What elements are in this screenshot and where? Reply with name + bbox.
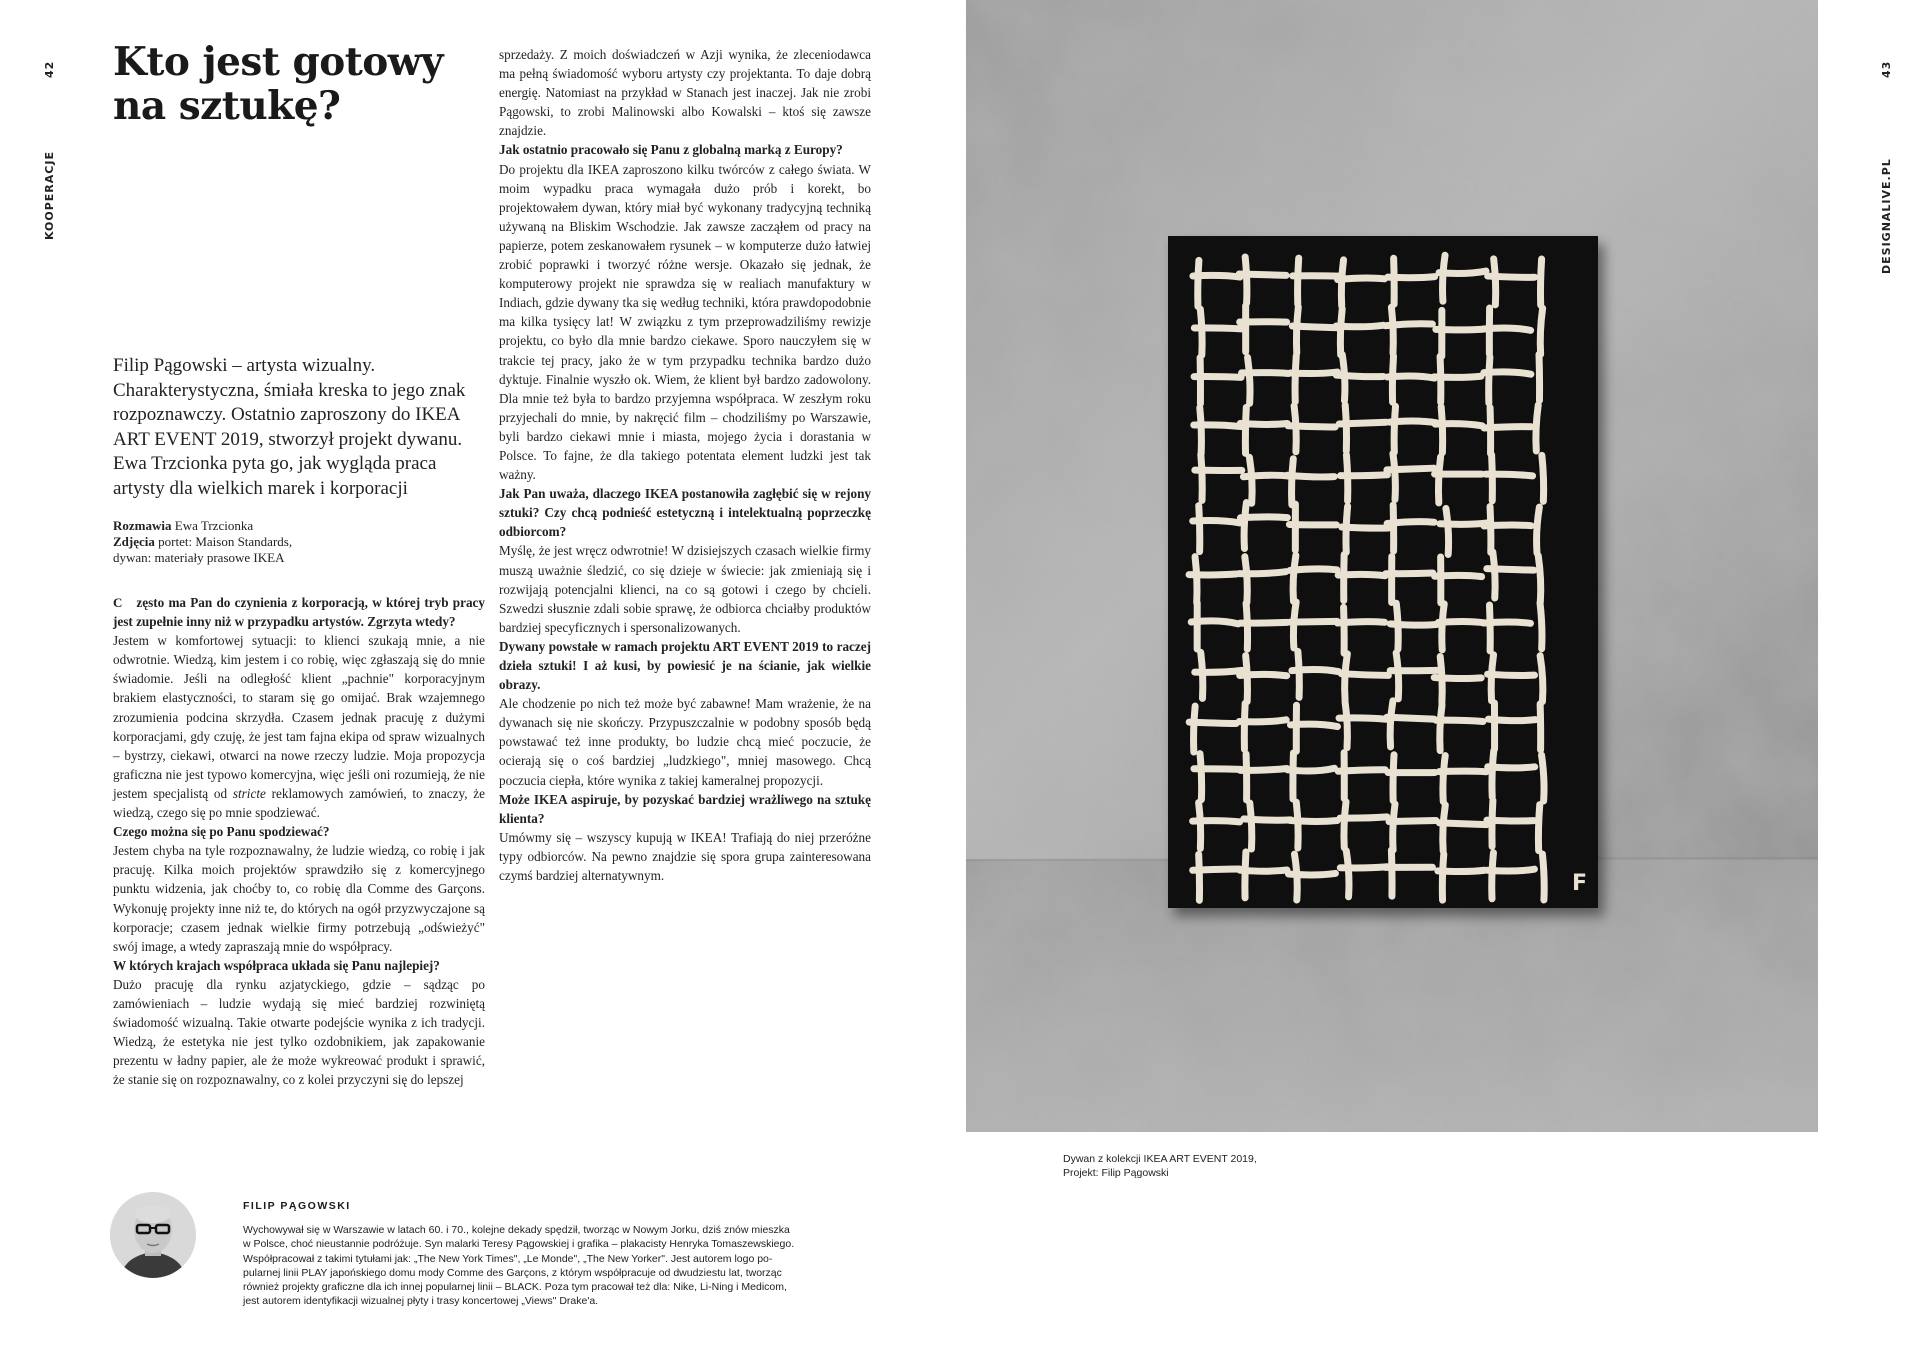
rug-stitch <box>1245 852 1246 898</box>
photo-credit-line-2: dywan: materiały prasowe IKEA <box>113 550 285 565</box>
rug-stitch <box>1488 674 1535 675</box>
rug-stitch <box>1440 523 1487 524</box>
rug-stitch <box>1488 276 1535 277</box>
rug-stitch <box>1540 603 1542 649</box>
rug-stitch <box>1394 406 1395 452</box>
rug-stitch <box>1435 424 1482 426</box>
answer-7: Umówmy się – wszyscy kupują w IKEA! Trafiają do niej przeróżne typy odbiorców. Na pewno znajdzie się spora grupa zainteresowana czymś bardziej alternatywnym. <box>499 829 871 884</box>
rug-stitch <box>1239 720 1286 722</box>
rug-stitch <box>1346 851 1349 897</box>
rug-stitch <box>1492 751 1494 797</box>
rug-stitch <box>1435 575 1482 576</box>
answer-1-italic: stricte <box>232 785 266 801</box>
photo-caption <box>1063 1152 1257 1180</box>
bio-line: jest autorem identyfikacji wizualnej płyty i trasy koncertowej „Views" Drake'a. <box>243 1295 599 1308</box>
rug-stitch <box>1442 604 1444 650</box>
rug-stitch <box>1198 260 1199 306</box>
rug-stitch <box>1240 517 1287 518</box>
author-portrait <box>110 1192 196 1278</box>
rug-stitch <box>1483 622 1530 623</box>
answer-5: Myślę, że jest wręcz odwrotnie! W dzisiejszych czasach wielkie firmy muszą uważnie śledzić, co się dzieje w świecie: jak zmieniają się i rozwijają potencjalni klienci, na co są gotowi i czego by chcieli. Szwedzi słusznie zdali sobie sprawę, że odbiorca chciałby produktów bardziej specyficznych i spersonalizowanych. <box>499 543 871 635</box>
rug-stitch <box>1290 621 1337 622</box>
rug-stitch <box>1387 522 1434 524</box>
answer-3: Dużo pracuję dla rynku azjatyckiego, gdzie – sądząc po zamówieniach – ludzie wydają się mieć bardziej rozwiniętą świadomość wizualną. Takie otwarte podejście wynika z ich tradycji. Wiedzą, że estetyka nie jest tylko ozdobnikiem, jak zapakowanie prezentu w ładny papier, ale że może wykreować produkt i sprawić, że stanie się on rozpoznawalny, co z kolei przyczyni się do lepszej <box>113 976 485 1088</box>
rug-stitch <box>1538 556 1540 602</box>
rug-stitch <box>1288 873 1335 875</box>
rug-stitch <box>1338 574 1385 575</box>
rug-stitch <box>1239 572 1286 574</box>
rug-stitch <box>1390 701 1393 747</box>
rug-stitch <box>1443 756 1445 802</box>
rug-stitch <box>1385 324 1432 326</box>
rug-stitch <box>1484 427 1531 428</box>
bio-line: Współpracował z takimi tytułami jak: „The New York Times", „Le Monde", „The New Yorker". Jest autorem logo po- <box>243 1252 773 1265</box>
rug-stitch <box>1240 622 1287 623</box>
photo-credit-line-1: portet: Maison Standards, <box>158 534 293 549</box>
rug-stitch <box>1492 455 1493 501</box>
rug-stitch <box>1388 376 1435 378</box>
rug-stitch <box>1290 569 1337 571</box>
rug-stitch <box>1296 802 1298 848</box>
bio-line: Wychowywał się w Warszawie w latach 60. i 70., kolejne dekady spędził, tworząc w Nowym Jorku, dziś znów mieszka <box>243 1224 790 1236</box>
rug-stitch <box>1340 475 1387 476</box>
rug-stitch <box>1250 803 1252 849</box>
rug-stitch <box>1488 719 1535 721</box>
article-column-1 <box>113 593 485 1089</box>
rug-stitch <box>1193 275 1240 277</box>
rug-stitch <box>1490 506 1491 552</box>
answer-1-part-1: Jestem w komfortowej sytuacji: to klienci szukają mnie, a nie odwrotnie. Wiedzą, kim jestem i co robię, więc zgłaszają się do mnie świadomie. Jeśli na odległość klient „pachnie" korporacyjnym brakiem elastyczności, to staram się go omijać. Brak wzajemnego zrozumienia podcina skrzydła. Czasem jednak pracuję z dużymi korporacjami, gdy czuję, że jest tam fajna ekipa od spraw wizualnych – bystrzy, ciekawi, otwarci na nowe rzeczy ludzie. Moja propozycja graficzna nie jest typowo komercyjna, więc jeśli oni rozumieją, że nie jestem specjalistą od <box>113 633 485 801</box>
rug-stitch <box>1344 802 1346 848</box>
rug-stitch <box>1193 869 1240 870</box>
rug-stitch <box>1393 804 1395 850</box>
rug-stitch <box>1439 271 1486 273</box>
rug-stitch <box>1390 421 1437 423</box>
rug-stitch <box>1338 770 1385 771</box>
rug-stitch <box>1292 326 1339 328</box>
rug-stitch <box>1446 508 1449 554</box>
rug-stitch <box>1243 475 1290 477</box>
rug-stitch <box>1391 307 1393 353</box>
rug-stitch <box>1540 656 1543 702</box>
rug-stitch <box>1199 803 1201 849</box>
left-page-number: 42 <box>43 60 56 78</box>
interview-name: Ewa Trzcionka <box>174 518 254 533</box>
rug-stitch <box>1396 653 1399 699</box>
rug-stitch <box>1296 307 1298 353</box>
rug-stitch <box>1240 674 1287 675</box>
question-1-text: zęsto ma Pan do czynienia z korporacją, w której tryb pracy jest zupełnie inny niż w przypadku artystów. Zgrzyta wtedy? <box>113 595 485 630</box>
rug-stitch <box>1536 405 1538 451</box>
rug-stitch <box>1439 823 1486 825</box>
rug-stitch <box>1436 329 1483 330</box>
rug-stitch <box>1245 407 1246 453</box>
question-6: Dywany powstałe w ramach projektu ART EVENT 2019 to raczej dzieła sztuki! I aż kusi, by powiesić je na ścianie, jak wielkie obrazy. <box>499 638 871 693</box>
rug-stitch <box>1199 506 1200 552</box>
question-4: Jak ostatnio pracowało się Panu z globalną marką z Europy? <box>499 142 843 158</box>
rug-stitch <box>1240 423 1287 424</box>
caption-line-2: Projekt: Filip Pągowski <box>1063 1167 1169 1179</box>
rug-stitch <box>1443 805 1446 851</box>
rug-stitch <box>1287 475 1334 477</box>
rug-stitch <box>1293 555 1296 601</box>
rug-stitch <box>1194 425 1241 427</box>
rug-stitch <box>1341 260 1343 306</box>
rug-stitch <box>1290 724 1337 726</box>
caption-line-1: Dywan z kolekcji IKEA ART EVENT 2019, <box>1063 1153 1257 1165</box>
rug-stitch <box>1342 527 1389 528</box>
rug-stitch <box>1246 656 1248 702</box>
answer-3-continued: sprzedaży. Z moich doświadczeń w Azji wynika, że zleceniodawca ma pełną świadomość wyboru artysty czy projektanta. To daje dobrą energię. Natomiast na przykład w Stanach jest inaczej. Jak nie zrobi Pągowski, to zrobi Malinowski albo Kowalski – ktoś się zawsze znajdzie. <box>499 47 871 139</box>
rug-stitch <box>1387 717 1434 719</box>
article-column-2 <box>499 45 871 885</box>
rug-stitch <box>1295 356 1296 402</box>
rug-stitch <box>1195 670 1242 672</box>
photo-credit <box>113 534 473 550</box>
answer-6: Ale chodzenie po nich też może być zabawne! Mam wrażenie, że na dywanach się nie skończy. Przypuszczalnie w podobny sposób będą powstawać też inne produkty, bo ludzie chcą mieć poczucie, że ocierają się o coś bardziej „ludzkiego", mniej masowego. Chcą poczucia ciepła, które wynika z takiej kameralnej propozycji. <box>499 696 871 788</box>
rug-stitch <box>1487 869 1534 871</box>
rug-stitch <box>1338 622 1385 623</box>
rug-stitch <box>1336 375 1383 377</box>
rug-stitch <box>1542 455 1544 501</box>
rug-stitch <box>1493 552 1495 598</box>
rug-stitch <box>1542 755 1545 801</box>
answer-2: Jestem chyba na tyle rozpoznawalny, że ludzie wiedzą, co robię i jak pracuję. Kilka moich projektów sprawdziło się z komercyjnego punktu widzenia, jak choćby to, co robię dla Comme des Garçons. Wykonuję projekty inne niż te, do których na ogół przyzwyczajone są korporacje; czasem jednak wielkie firmy potrzebują „odświeżyć" swój image, a wtedy zapraszają mnie do współpracy. <box>113 843 485 954</box>
rug-stitch <box>1488 767 1535 768</box>
rug-stitch <box>1200 309 1202 355</box>
rug-stitch <box>1240 769 1287 771</box>
rug-stitch <box>1339 718 1386 719</box>
rug-stitch <box>1440 705 1442 751</box>
rug-stitch <box>1290 372 1337 373</box>
rug-stitch <box>1200 754 1202 800</box>
rug-stitch <box>1393 454 1395 500</box>
rug-stitch <box>1248 357 1250 403</box>
rug-stitch <box>1249 457 1252 503</box>
article-lead: Filip Pągowski – artysta wizualny. Charakterystyczna, śmiała kreska to jego znak rozpoznawczy. Ostatnio zaproszony do IKEA ART EVENT 2019, stworzył projekt dywanu. Ewa Trzcionka pyta go, jak wygląda praca artysty dla wielkich marek i korporacji <box>113 355 466 499</box>
question-3: W których krajach współpraca układa się Panu najlepiej? <box>113 957 440 973</box>
rug-stitch <box>1434 376 1481 377</box>
rug-stitch <box>1340 309 1342 355</box>
rug-stitch <box>1194 769 1241 770</box>
rug-stitch <box>1200 408 1202 454</box>
article-credits <box>113 518 473 566</box>
rug-stitch <box>1288 426 1335 427</box>
rug-stitch <box>1199 854 1200 900</box>
rug-stitch <box>1245 557 1247 603</box>
rug-stitch <box>1484 525 1531 526</box>
rug-photo <box>966 0 1818 1132</box>
rug-stitch <box>1298 258 1299 304</box>
photo-label: Zdjęcia <box>113 534 155 549</box>
rug-stitch <box>1434 677 1481 678</box>
rug-stitch <box>1442 854 1443 900</box>
right-page-number: 43 <box>1880 60 1893 78</box>
bio-line: również projekty graficzne dla ich innej popularnej linii – BLACK. Poza tym pracował też dla: Nike, Li-Ning i Medicom, <box>243 1281 787 1294</box>
rug-monogram: F <box>1572 871 1588 896</box>
rug-stitch <box>1393 755 1394 801</box>
rug-stitch <box>1246 754 1247 800</box>
rug-stitch <box>1341 674 1388 676</box>
rug-stitch <box>1292 669 1339 671</box>
rug-stitch <box>1340 817 1387 818</box>
rug-stitch <box>1239 274 1286 275</box>
rug-stitch <box>1336 325 1383 326</box>
rug-stitch <box>1540 259 1541 305</box>
rug-stitch <box>1339 422 1386 424</box>
rug-stitch <box>1292 459 1294 505</box>
rug-stitch <box>1191 621 1238 624</box>
rug-stitch <box>1393 505 1394 551</box>
rug-stitch <box>1345 702 1347 748</box>
rug-stitch <box>1492 853 1494 899</box>
rug-stitch <box>1489 357 1490 403</box>
title-line-1: Kto jest gotowy <box>113 39 444 85</box>
rug-stitch <box>1436 720 1483 721</box>
rug-stitch <box>1193 821 1240 822</box>
left-section-label: KOOPERACJE <box>43 151 56 240</box>
answer-1-part-2: reklamowych zamówień, to znaczy, że wiedzą, czego się po mnie spodziewać. <box>113 785 485 821</box>
rug-stitch <box>1189 574 1236 575</box>
rug-stitch <box>1194 377 1241 378</box>
rug-stitch <box>1195 557 1197 603</box>
rug-stitch <box>1387 468 1434 470</box>
rug-stitch <box>1244 819 1291 820</box>
rug-stitch <box>1189 722 1236 723</box>
right-section-label: DESIGNALIVE.PL <box>1880 158 1893 274</box>
interview-credit <box>113 518 473 534</box>
rug-stitch <box>1538 805 1539 851</box>
rug-stitch <box>1242 373 1289 374</box>
bio-text <box>243 1223 803 1309</box>
rug-stitch <box>1244 703 1245 749</box>
drop-cap: C <box>113 595 123 610</box>
rug-stitch <box>1539 354 1540 400</box>
rug-stitch <box>1494 259 1496 305</box>
rug-stitch <box>1386 573 1433 574</box>
rug-stitch <box>1338 278 1385 280</box>
rug-stitch <box>1391 850 1392 896</box>
rug-stitch <box>1293 753 1294 799</box>
rug-stitch <box>1290 820 1337 821</box>
question-2: Czego można się po Panu spodziewać? <box>113 824 330 840</box>
rug-stitch <box>1540 704 1541 750</box>
rug-stitch <box>1344 607 1345 653</box>
article-title <box>113 40 473 128</box>
rug-stitch <box>1438 457 1440 503</box>
rug-stitch <box>1193 521 1240 523</box>
rug-stitch <box>1487 820 1534 821</box>
rug-stitch <box>1487 569 1534 571</box>
bio-name: FILIP PĄGOWSKI <box>243 1200 351 1212</box>
question-7: Może IKEA aspiruje, by pozyskać bardziej wrażliwego na sztukę klienta? <box>499 791 871 826</box>
rug-stitch <box>1244 503 1246 549</box>
rug-stitch <box>1201 454 1202 500</box>
rug-stitch <box>1542 854 1544 900</box>
question-5: Jak Pan uważa, dlaczego IKEA postanowiła zagłębić się w rejony sztuki? Czy chcą podnieść estetyczną i intelektualną poprzeczkę odbiorcom? <box>499 486 871 540</box>
rug-stitch <box>1390 624 1437 625</box>
rug-stitch <box>1389 821 1436 822</box>
rug-stitch <box>1486 474 1533 476</box>
rug-stitch <box>1438 870 1485 871</box>
rug-stitch <box>1394 258 1395 304</box>
bio-line: pularnej linii PLAY japońskiego domu mody Comme des Garçons, z którym współpracuje od dwudziestu lat, tworząc <box>243 1266 782 1279</box>
rug-stitch <box>1443 255 1446 301</box>
rug-stitch <box>1484 328 1531 330</box>
rug-stitch <box>1298 651 1299 697</box>
title-line-2: na sztukę? <box>113 83 341 129</box>
bio-line: w Polsce, choć nieustannie podróżuje. Syn malarki Teresy Pągowskiej i grafika – plakacisty Henryka Tomaszewskiego. <box>243 1238 795 1251</box>
rug-stitch <box>1484 372 1531 374</box>
rug-stitch <box>1439 771 1486 772</box>
rug-stitch <box>1194 706 1196 752</box>
rug-stitch <box>1245 257 1247 303</box>
rug-stitch <box>1540 308 1542 354</box>
answer-1 <box>113 631 485 822</box>
rug-stitch <box>1194 328 1241 329</box>
rug-stitch <box>1287 768 1334 771</box>
rug-stitch <box>1340 867 1387 868</box>
rug-stitch <box>1441 407 1443 453</box>
question-1 <box>113 593 485 631</box>
answer-4: Do projektu dla IKEA zaproszono kilku twórców z całego świata. W moim wypadku praca wymagała dużo prób i korekt, bo projektowałem dywan, który miał być wykonany tradycyjną techniką używaną na Bliskim Wschodzie. Jak zawsze zacząłem od pracy na papierze, potem zeskanowałem rysunek – w komputerze dużo łatwiej zrobić poprawki i tworzyć różne wersje. Okazało się jednak, że komputerowy projekt nie sprawdza się w realiach manufaktury w Indiach, gdzie dywany tka się według techniki, która prawdopodobnie ma kilka tysięcy lat! W związku z tym przeprowadziliśmy rewizje projektu, co było dla mnie bardzo ciekawe. Sporo nauczyłem się w trakcie tej pracy, jako że w tym przypadku technika bardzo dużo dyktuje. Finalnie wyszło ok. Wiem, że klient był bardzo zadowolony. Dla mnie też była to bardzo przyjemna współpraca. W zeszłym roku przyjechali do mnie, by nakręcić film – chodziliśmy po Warszawie, byli bardzo ciekawi mnie i miasta, mojego życia i dorastania w Polsce. To fajne, że dla takiego potentata element ludzki jest tak ważny. <box>499 161 871 483</box>
rug-stitch <box>1388 277 1435 278</box>
rug-stitch <box>1240 870 1287 871</box>
rug-stitch <box>1537 507 1540 553</box>
rug-stitch <box>1345 405 1346 451</box>
rug-stitch <box>1489 605 1490 651</box>
rug-stitch <box>1438 621 1485 622</box>
interview-label: Rozmawia <box>113 518 172 533</box>
